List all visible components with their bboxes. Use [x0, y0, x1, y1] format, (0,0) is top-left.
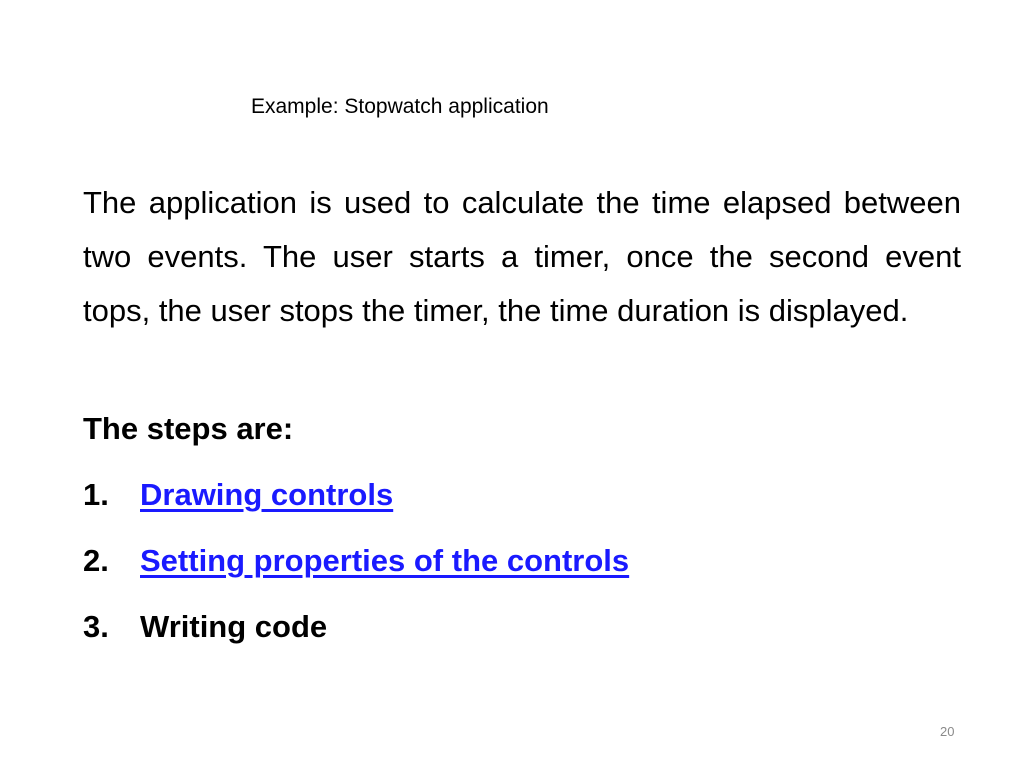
writing-code-text: Writing code [140, 609, 328, 644]
steps-list [83, 468, 629, 666]
step-number: 3. [83, 609, 109, 644]
step-number: 2. [83, 543, 109, 578]
step-item-setting-properties [83, 534, 629, 600]
setting-properties-link[interactable]: Setting properties of the controls [140, 543, 630, 578]
drawing-controls-link[interactable]: Drawing controls [140, 477, 394, 512]
steps-heading: The steps are: [83, 411, 294, 446]
page-number: 20 [940, 724, 955, 739]
slide-title: Example: Stopwatch application [251, 95, 549, 118]
step-item-drawing-controls [83, 468, 629, 534]
step-item-writing-code [83, 600, 629, 666]
step-number: 1. [83, 477, 109, 512]
body-paragraph: The application is used to calculate the time elapsed between two events. The user starts a timer, once the second event tops, the user stops the timer, the time duration is displayed. [83, 185, 961, 328]
